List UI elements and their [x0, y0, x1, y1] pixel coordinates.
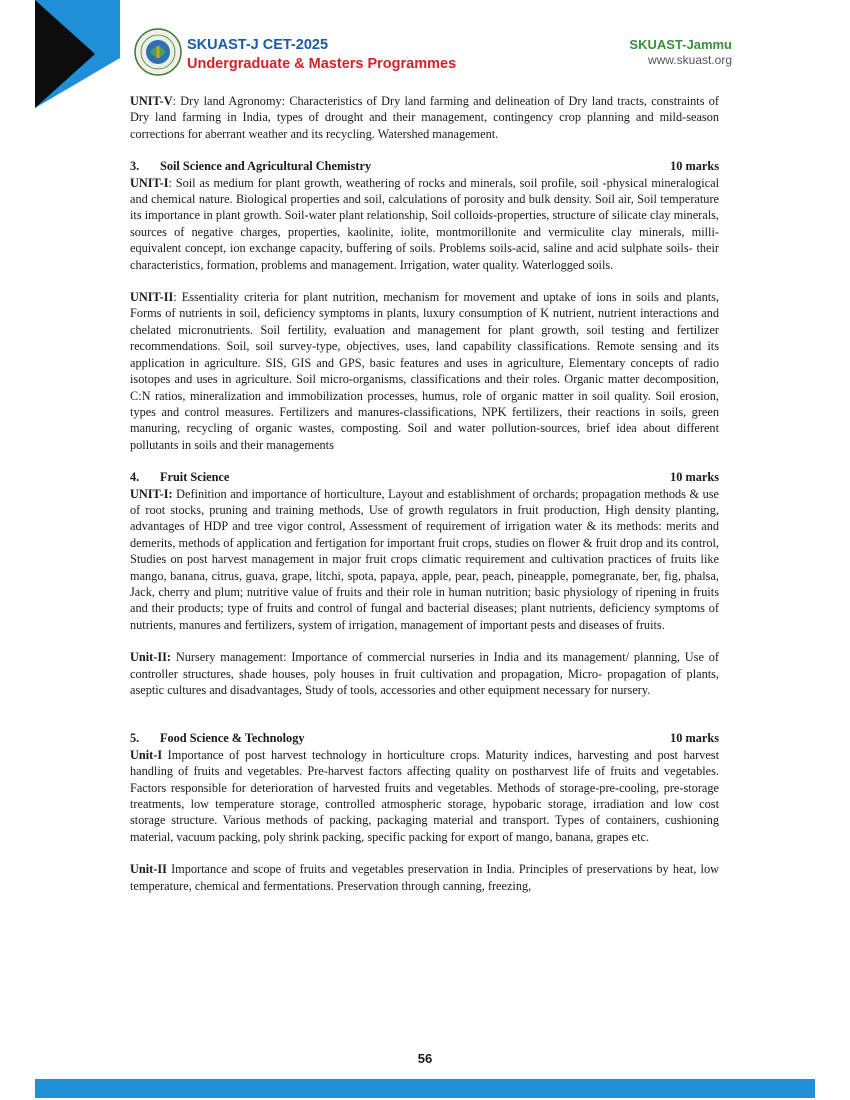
header-subtitle: Undergraduate & Masters Programmes [187, 56, 457, 72]
unit-text: : Soil as medium for plant growth, weathering of rocks and minerals, soil profile, soil -physical mineralogical and chemical nature. Biological properties and soil, calculations of porosity and bulk density. Soil air, Soil temperature its importance in plant growth. Soil-water plant relationship, Soil colloids-properties, structure of silicate clay minerals, sources of negative charges, properties, kaolinite, iolite, montmorillonite and vermiculite clay minerals, milli-equivalent concept, ion exchange capacity, buffering of soils. Problems soils-acid, saline and acid sulphate soils- their characteristics, formation, problems and management. Irrigation, water quality. Waterlogged soils. [130, 175, 719, 272]
unit-v-paragraph [130, 93, 719, 142]
corner-triangle-graphic [0, 0, 130, 110]
header-url[interactable]: www.skuast.org [647, 53, 732, 67]
unit-paragraph [130, 486, 719, 634]
unit-paragraph [130, 649, 719, 698]
page-number: 56 [417, 1051, 433, 1066]
section-marks: 10 marks [670, 159, 719, 174]
section-title: Soil Science and Agricultural Chemistry [160, 159, 372, 174]
unit-paragraph [130, 175, 719, 273]
unit-text: Nursery management: Importance of commercial nurseries in India and its management/ planning, Use of controller structures, shade houses, poly houses in fruit cultivation and propagation, Micro- propagation of plants, aseptic cultures and disadvantages, Study of tools, accessories and other equipment necessary for nursery. [130, 650, 719, 697]
university-seal-icon [134, 28, 182, 76]
section-marks: 10 marks [670, 731, 719, 746]
section-heading [130, 469, 719, 485]
section-heading [130, 158, 719, 174]
header-title: SKUAST-J CET-2025 [187, 37, 329, 53]
section-title: Fruit Science [160, 470, 230, 485]
section-number: 5. [130, 731, 140, 746]
footer-bar [35, 1079, 815, 1098]
section-number: 4. [130, 470, 140, 485]
section-number: 3. [130, 159, 140, 174]
unit-label: UNIT-I [130, 175, 169, 190]
unit-text: : Essentiality criteria for plant nutrition, mechanism for movement and uptake of ions in soils and plants, Forms of nutrients in soil, deficiency symptoms in plants, luxury consumption of K nutrient, nutrient interactions and chelated micronutrients. Soil fertility, evaluation and management for plant growth, soil testing and fertilizer recommendations. Soil, soil survey-type, objectives, uses, land capability classifications. Remote sensing and its application in agriculture. SIS, GIS and GPS, basic features and uses in agriculture, Elementary concepts of radio isotopes and uses in agriculture. Soil micro-organisms, classifications and their roles. Organic matter decomposition, C:N ratios, mineralization and immobilization processes, humus, role of organic matter in soil quality. Soil erosion, types and control measures. Fertilizers and manures-classifications, NPK fertilizers, their reactions in soils, green manuring, recycling of organic wastes, composting. Soil and water pollution-sources, brief idea about different pollutants in soils and their managements [130, 290, 719, 452]
unit-label: UNIT-V [130, 94, 173, 108]
unit-text: Definition and importance of horticulture, Layout and establishment of orchards; propagation methods & use of root stocks, pruning and training methods, Use of growth regulators in fruit production, High density planting, advantages of HDP and tree vigor control, Assessment of requirement of irrigation water & its methods: merits and demerits, methods of application and fertigation for important fruit crops, studies on flower & fruit drop and its control, Studies on post harvest management in major fruit crops climatic requirement and cultivation practices of fruits like mango, banana, citrus, guava, grape, litchi, spota, papaya, apple, pear, peach, pineapple, pomegranate, ber, fig, phalsa, Jack, cherry and plum; nutritive value of fruits and their role in human nutrition; basic physiology of ripening in fruits and their products; type of fruits and control of fungal and bacterial diseases; plant nutrients, deficiency symptoms of nutrients, manures and fertilizers, system of irrigation, management of important pests and diseases of fruits. [130, 486, 719, 632]
unit-paragraph [130, 747, 719, 845]
unit-label: UNIT-II [130, 290, 174, 305]
unit-label: Unit-II: [130, 650, 171, 665]
syllabus-content [130, 93, 719, 894]
header-org: SKUAST-Jammu [629, 37, 732, 52]
unit-paragraph [130, 861, 719, 894]
unit-label: Unit-I [130, 747, 163, 762]
unit-text: Importance of post harvest technology in horticulture crops. Maturity indices, harvesting and post harvest handling of fruits and vegetables. Pre-harvest factors affecting quality on postharvest life of fruits and vegetables. Factors responsible for deterioration of harvested fruits and vegetables. Methods of storage-pre-cooling, pre-storage treatments, low temperature storage, controlled atmospheric storage, hypobaric storage, irradiation and low cost storage structure. Various methods of packing, packaging material and transport. Types of containers, cushioning material, vacuum packing, poly shrink packing, specific packing for export of mango, banana, grapes etc. [130, 747, 719, 844]
unit-text: : Dry land Agronomy: Characteristics of Dry land farming and delineation of Dry land tracts, constraints of Dry land farming in India, types of drought and their management, contingency crop planning and mild-season corrections for aberrant weather and its recycling. Watershed management. [130, 94, 719, 141]
header-org-block [629, 37, 732, 67]
section-heading [130, 730, 719, 746]
unit-text: Importance and scope of fruits and vegetables preservation in India. Principles of preservations by heat, low temperature, chemical and fermentations. Preservation through canning, freezing, [130, 862, 719, 893]
unit-label: Unit-II [130, 862, 167, 877]
unit-paragraph [130, 289, 719, 453]
section-title: Food Science & Technology [160, 731, 305, 746]
unit-label: UNIT-I: [130, 486, 173, 501]
section-marks: 10 marks [670, 470, 719, 485]
